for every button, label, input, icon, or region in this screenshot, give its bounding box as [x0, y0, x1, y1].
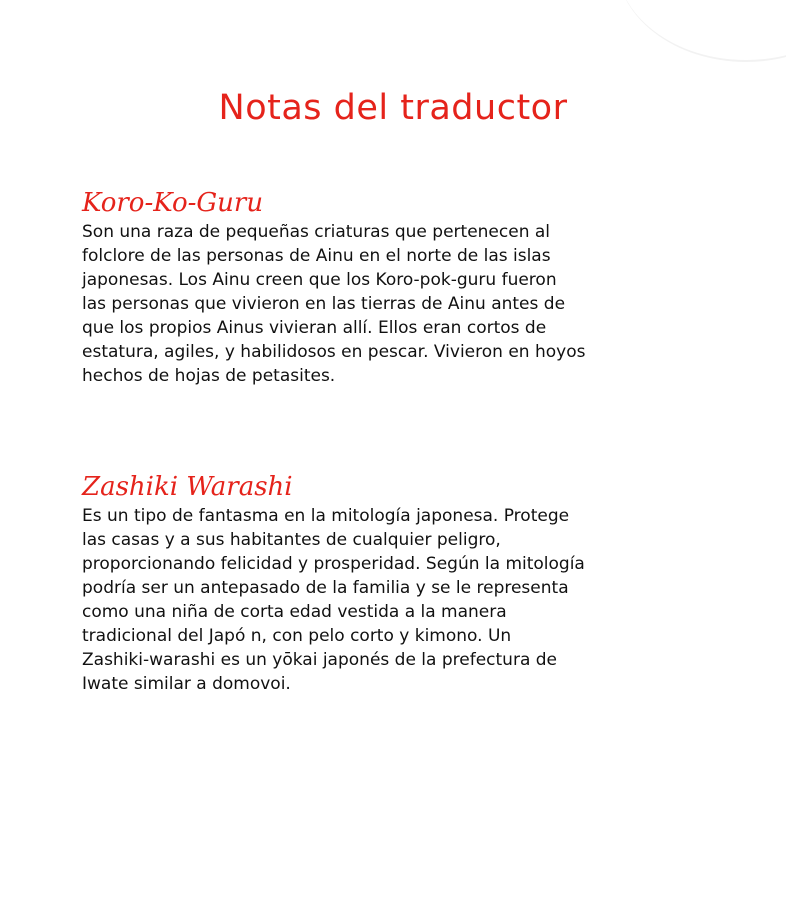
- note-description: Son una raza de pequeñas criaturas que pertenecen al folclore de las personas de Ainu en el norte de las islas japonesas. Los Ainu creen que los Koro-pok-guru fueron las personas que vivieron en las tierras de Ainu antes de que los propios Ainus vivieran allí. Ellos eran cortos de estatura, agiles, y habilidosos en pescar. Vivieron en hoyos hechos de hojas de petasites.: [82, 222, 586, 386]
- decorative-corner-arc: [616, 0, 786, 62]
- note-zashiki-warashi: [82, 470, 682, 696]
- note-term: Koro-Ko-Guru: [82, 188, 264, 218]
- note-koro-ko-guru: [82, 186, 682, 388]
- page-title: Notas del traductor: [218, 88, 568, 128]
- note-term: Zashiki Warashi: [82, 472, 293, 502]
- note-description: Es un tipo de fantasma en la mitología japonesa. Protege las casas y a sus habitantes de cualquier peligro, proporcionando felicidad y prosperidad. Según la mitología podría ser un antepasado de la familia y se le representa como una niña de corta edad vestida a la manera tradicional del Japó n, con pelo corto y kimono. Un Zashiki-warashi es un yōkai japonés de la prefectura de Iwate similar a domovoi.: [82, 506, 585, 694]
